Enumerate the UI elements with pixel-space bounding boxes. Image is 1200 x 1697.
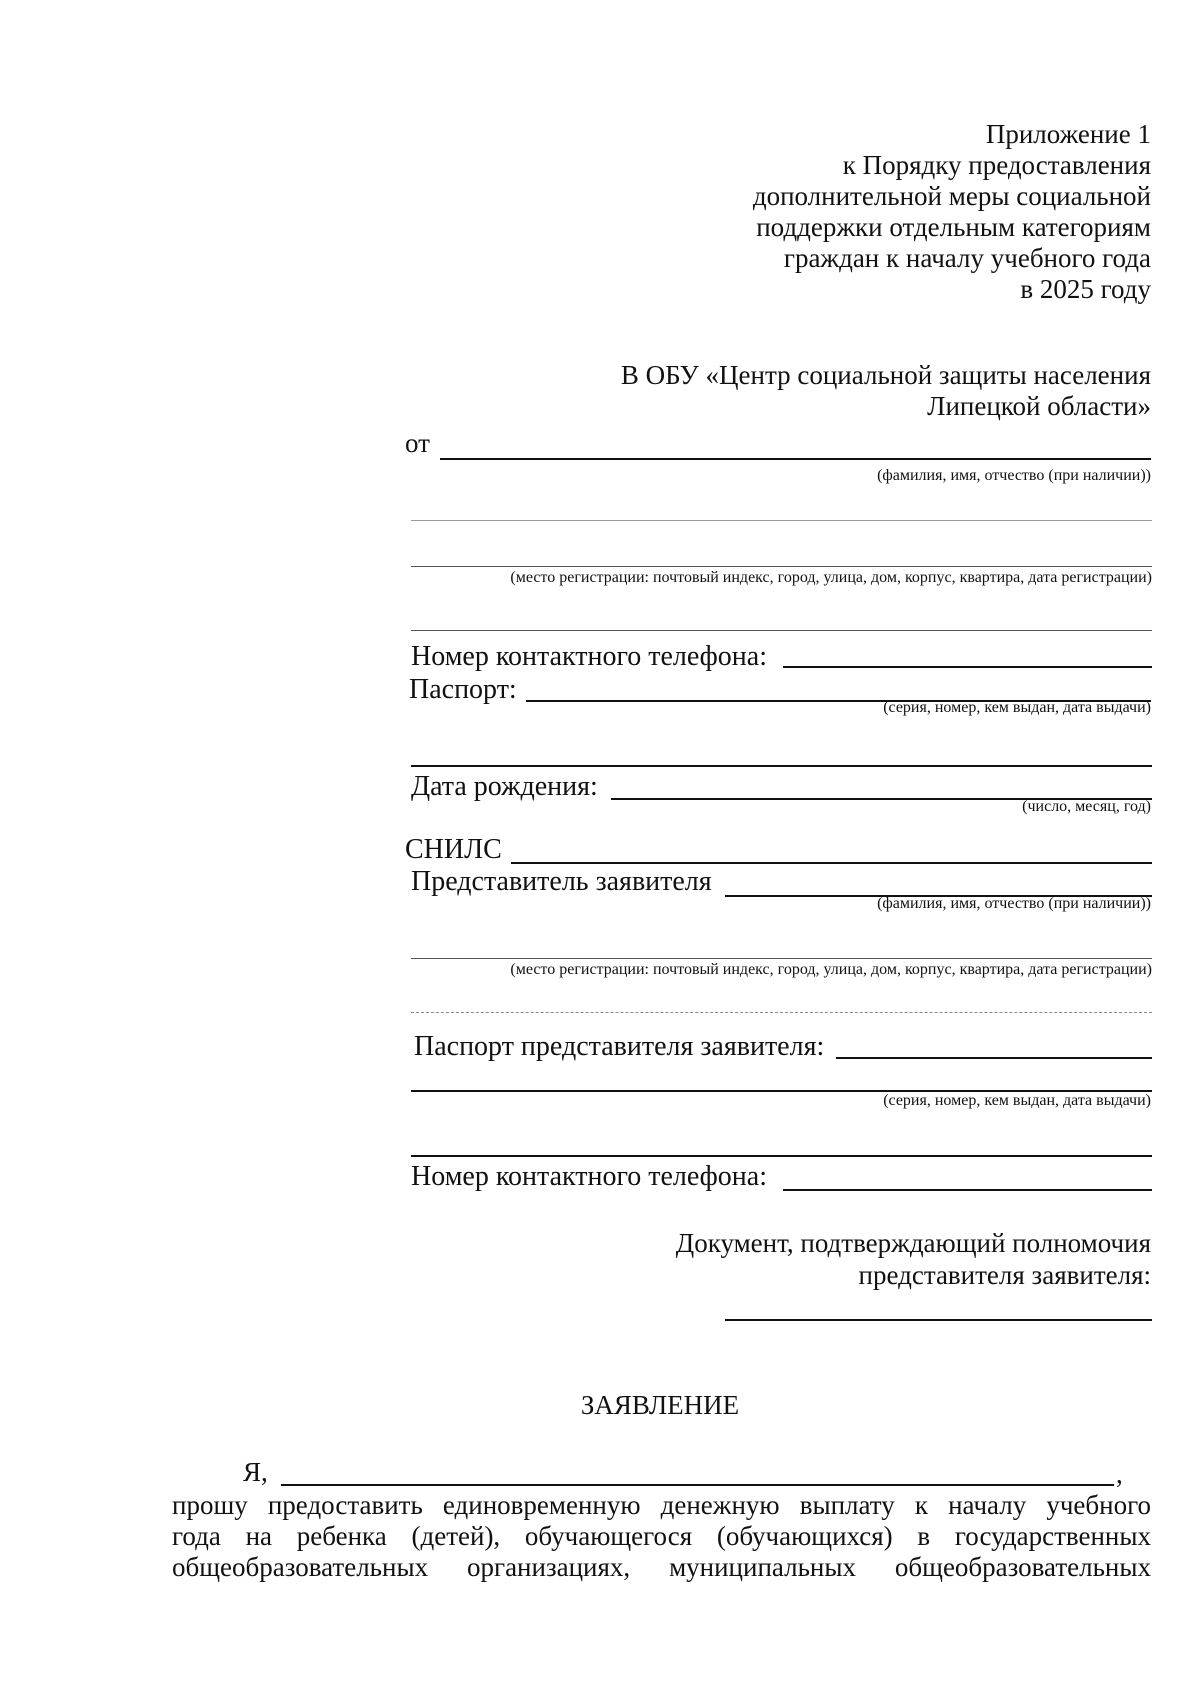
addressee-line-2: Липецкой области» (927, 391, 1151, 421)
statement-body-line: года на ребенка (детей), обучающегося (обучающихся) в государственных (172, 1521, 1151, 1551)
applicant-address-field-1[interactable] (411, 520, 1152, 521)
statement-title: ЗАЯВЛЕНИЕ (580, 1390, 740, 1420)
snils-field[interactable] (511, 862, 1152, 864)
statement-body-line: общеобразовательных организациях, муниципальных общеобразовательных (172, 1552, 1151, 1582)
snils-label: СНИЛС (405, 834, 502, 865)
applicant-birth-hint: (число, месяц, год) (1022, 798, 1151, 815)
appendix-line: в 2025 году (1020, 274, 1151, 304)
appendix-line: поддержки отдельным категориям (756, 212, 1151, 242)
representative-doc-field[interactable] (725, 1319, 1152, 1321)
applicant-address-field-3[interactable] (411, 630, 1152, 631)
applicant-address-hint: (место регистрации: почтовый индекс, город, улица, дом, корпус, квартира, дата регистрации) (510, 569, 1152, 586)
representative-doc-line-1: Документ, подтверждающий полномочия (675, 1228, 1151, 1258)
representative-fio-hint: (фамилия, имя, отчество (при наличии)) (877, 895, 1151, 912)
applicant-fio-field[interactable] (440, 458, 1151, 460)
statement-comma: , (1116, 1459, 1123, 1489)
representative-passport-field[interactable] (836, 1057, 1152, 1059)
statement-i-label: Я, (243, 1457, 268, 1487)
applicant-fio-hint: (фамилия, имя, отчество (при наличии)) (877, 467, 1151, 484)
representative-doc-line-2: представителя заявителя: (858, 1260, 1151, 1290)
from-label: от (405, 428, 430, 458)
representative-passport-label: Паспорт представителя заявителя: (414, 1031, 825, 1062)
statement-fio-field[interactable] (281, 1484, 1114, 1486)
representative-address-field-1[interactable] (411, 958, 1152, 959)
representative-label: Представитель заявителя (411, 866, 712, 897)
applicant-passport-hint: (серия, номер, кем выдан, дата выдачи) (883, 699, 1151, 716)
addressee-line-1: В ОБУ «Центр социальной защиты населения (620, 360, 1151, 390)
representative-passport-hint: (серия, номер, кем выдан, дата выдачи) (883, 1092, 1151, 1109)
applicant-passport-field-2[interactable] (411, 765, 1152, 767)
appendix-line: к Порядку предоставления (842, 150, 1151, 180)
appendix-line: дополнительной меры социальной (752, 181, 1151, 211)
representative-address-hint: (место регистрации: почтовый индекс, город, улица, дом, корпус, квартира, дата регистрации) (510, 961, 1152, 978)
representative-passport-field-3[interactable] (411, 1155, 1152, 1157)
appendix-title: Приложение 1 (985, 119, 1151, 149)
applicant-passport-label: Паспорт: (409, 674, 517, 705)
representative-address-field-2[interactable] (411, 1012, 1152, 1013)
representative-phone-field[interactable] (783, 1189, 1152, 1191)
appendix-line: граждан к началу учебного года (783, 243, 1151, 273)
representative-phone-label: Номер контактного телефона: (411, 1161, 767, 1192)
applicant-phone-field[interactable] (783, 666, 1152, 668)
statement-body-line: прошу предоставить единовременную денежную выплату к началу учебного (172, 1490, 1151, 1520)
applicant-birth-label: Дата рождения: (411, 771, 598, 802)
applicant-address-field-2[interactable] (411, 566, 1152, 567)
applicant-phone-label: Номер контактного телефона: (411, 641, 767, 672)
